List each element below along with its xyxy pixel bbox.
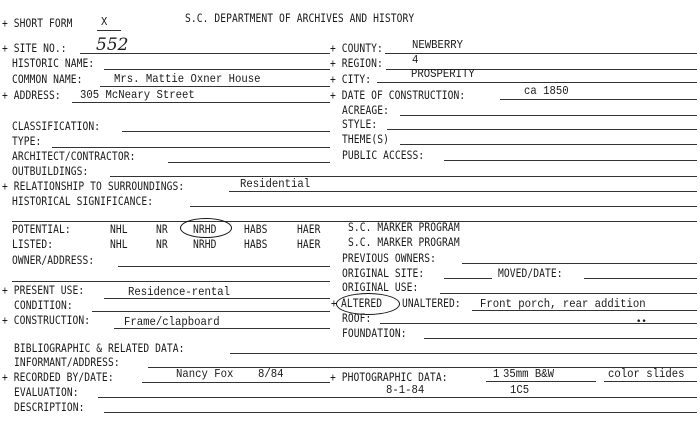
description-label: DESCRIPTION:: [14, 401, 85, 414]
photo-count: 1: [493, 367, 500, 381]
potential-nhl: NHL: [110, 223, 128, 236]
date-of-construction-label: + DATE OF CONSTRUCTION:: [330, 89, 466, 102]
owner-address-label: OWNER/ADDRESS:: [12, 254, 95, 267]
address-label: + ADDRESS:: [2, 89, 61, 102]
style-label: STYLE:: [342, 118, 378, 131]
altered-plus: +: [331, 297, 337, 310]
condition-label: CONDITION:: [14, 299, 73, 312]
date-of-construction-value: ca 1850: [524, 84, 569, 98]
county-label: + COUNTY:: [330, 42, 383, 55]
region-label: + REGION:: [330, 57, 383, 70]
original-site-label: ORIGINAL SITE:: [342, 267, 425, 280]
type-label: TYPE:: [12, 135, 42, 148]
altered-label: ALTERED: [341, 297, 383, 310]
recorded-by-name: Nancy Fox: [176, 367, 234, 381]
listed-habs: HABS: [244, 238, 268, 251]
listed-haer: HAER: [297, 238, 321, 251]
nrhd-circle: [180, 218, 232, 238]
outbuildings-label: OUTBUILDINGS:: [12, 165, 89, 178]
common-name-label: COMMON NAME:: [12, 73, 83, 86]
listed-marker: S.C. MARKER PROGRAM: [348, 236, 460, 249]
photo-bw: 35mm B&W: [503, 367, 554, 381]
potential-nr: NR: [156, 223, 168, 236]
previous-owners-label: PREVIOUS OWNERS:: [342, 252, 437, 265]
original-use-label: ORIGINAL USE:: [342, 281, 419, 294]
altered-value: Front porch, rear addition: [480, 297, 646, 311]
present-use-value: Residence-rental: [128, 285, 230, 299]
architect-contractor-label: ARCHITECT/CONTRACTOR:: [12, 150, 136, 163]
inventory-card: + SHORT FORM X S.C. DEPARTMENT OF ARCHIVES AND HISTORY + SITE NO.: 552 HISTORIC NAME: COMMON NAME: Mrs. Mattie Oxner House + ADDRESS: 305 McNeary Street + COUNTY: NEWBERRY + REGION: 4 + CITY: PROSPERITY + DATE OF CONSTRUCTION: ca 1850 ACREAGE: CLASSIFICATION: STYLE: TYPE: THEME(S) ARCHITECT/CONTRACTOR: PUBLIC ACCESS: OUTBUILDINGS: + RELATIONSHIP TO SURROUNDINGS: Residential HISTORICAL SIGNIFICANCE: POTENTIAL: NHL NR NRHD HABS HAER S.C. MARKER PROGRAM LISTED: NHL NR NRHD HABS HAER S.C. MARKER PROGRAM OWNER/ADDRESS: PREVIOUS OWNERS: ORIGINAL SITE: MOVED/DATE: ORIGINAL USE: + PRESENT USE: Residence-rental CONDITION: + ALTERED UNALTERED: Front porch, rear addition + CONSTRUCTION: Frame/clapboard ROOF: •• FOUNDATION: BIBLIOGRAPHIC & RELATED DATA: INFORMANT/ADDRESS: + RECORDED BY/DATE: Nancy Fox 8/84 + PHOTOGRAPHIC DATA: 1 35mm B&W color slides EVALUATION: 8-1-84 1C5 DESCRIPTION:: [0, 0, 700, 438]
recorded-by-label: + RECORDED BY/DATE:: [2, 371, 114, 384]
listed-nrhd: NRHD: [193, 238, 217, 251]
potential-haer: HAER: [297, 223, 321, 236]
relationship-value: Residential: [240, 177, 311, 191]
bibliographic-label: BIBLIOGRAPHIC & RELATED DATA:: [14, 342, 185, 355]
region-value: 4: [412, 53, 419, 67]
classification-label: CLASSIFICATION:: [12, 120, 101, 133]
construction-value: Frame/clapboard: [124, 315, 220, 329]
listed-label: LISTED:: [12, 238, 54, 251]
unaltered-label: UNALTERED:: [402, 297, 461, 310]
themes-label: THEME(S): [342, 133, 390, 146]
city-value: PROSPERITY: [411, 67, 475, 81]
recorded-by-date: 8/84: [258, 367, 284, 381]
listed-nr: NR: [156, 238, 168, 251]
relationship-label: + RELATIONSHIP TO SURROUNDINGS:: [2, 180, 185, 193]
photo-ref: 1C5: [510, 383, 530, 397]
potential-label: POTENTIAL:: [12, 223, 71, 236]
potential-marker: S.C. MARKER PROGRAM: [348, 221, 460, 234]
address-value: 305 McNeary Street: [80, 88, 195, 102]
informant-address-label: INFORMANT/ADDRESS:: [14, 356, 120, 369]
evaluation-label: EVALUATION:: [14, 386, 79, 399]
site-no-value: 552: [96, 35, 129, 55]
foundation-label: FOUNDATION:: [342, 327, 407, 340]
site-no-label: + SITE NO.:: [2, 42, 67, 55]
county-value: NEWBERRY: [412, 38, 463, 52]
short-form-value: X: [101, 15, 108, 29]
present-use-label: + PRESENT USE:: [2, 284, 85, 297]
evaluation-date: 8-1-84: [386, 383, 425, 397]
moved-date-label: MOVED/DATE:: [498, 267, 563, 280]
roof-label: ROOF:: [342, 312, 372, 325]
construction-label: + CONSTRUCTION:: [2, 314, 91, 327]
photo-color: color slides: [608, 367, 685, 381]
public-access-label: PUBLIC ACCESS:: [342, 149, 425, 162]
listed-nhl: NHL: [110, 238, 128, 251]
historic-name-label: HISTORIC NAME:: [12, 57, 95, 70]
potential-habs: HABS: [244, 223, 268, 236]
city-label: + CITY:: [330, 73, 372, 86]
potential-nrhd: NRHD: [193, 223, 217, 236]
acreage-label: ACREAGE:: [342, 104, 390, 117]
short-form-label: + SHORT FORM: [2, 17, 73, 30]
historical-significance-label: HISTORICAL SIGNIFICANCE:: [12, 195, 154, 208]
department-title: S.C. DEPARTMENT OF ARCHIVES AND HISTORY: [185, 12, 415, 25]
common-name-value: Mrs. Mattie Oxner House: [114, 72, 261, 86]
photographic-data-label: + PHOTOGRAPHIC DATA:: [330, 371, 448, 384]
